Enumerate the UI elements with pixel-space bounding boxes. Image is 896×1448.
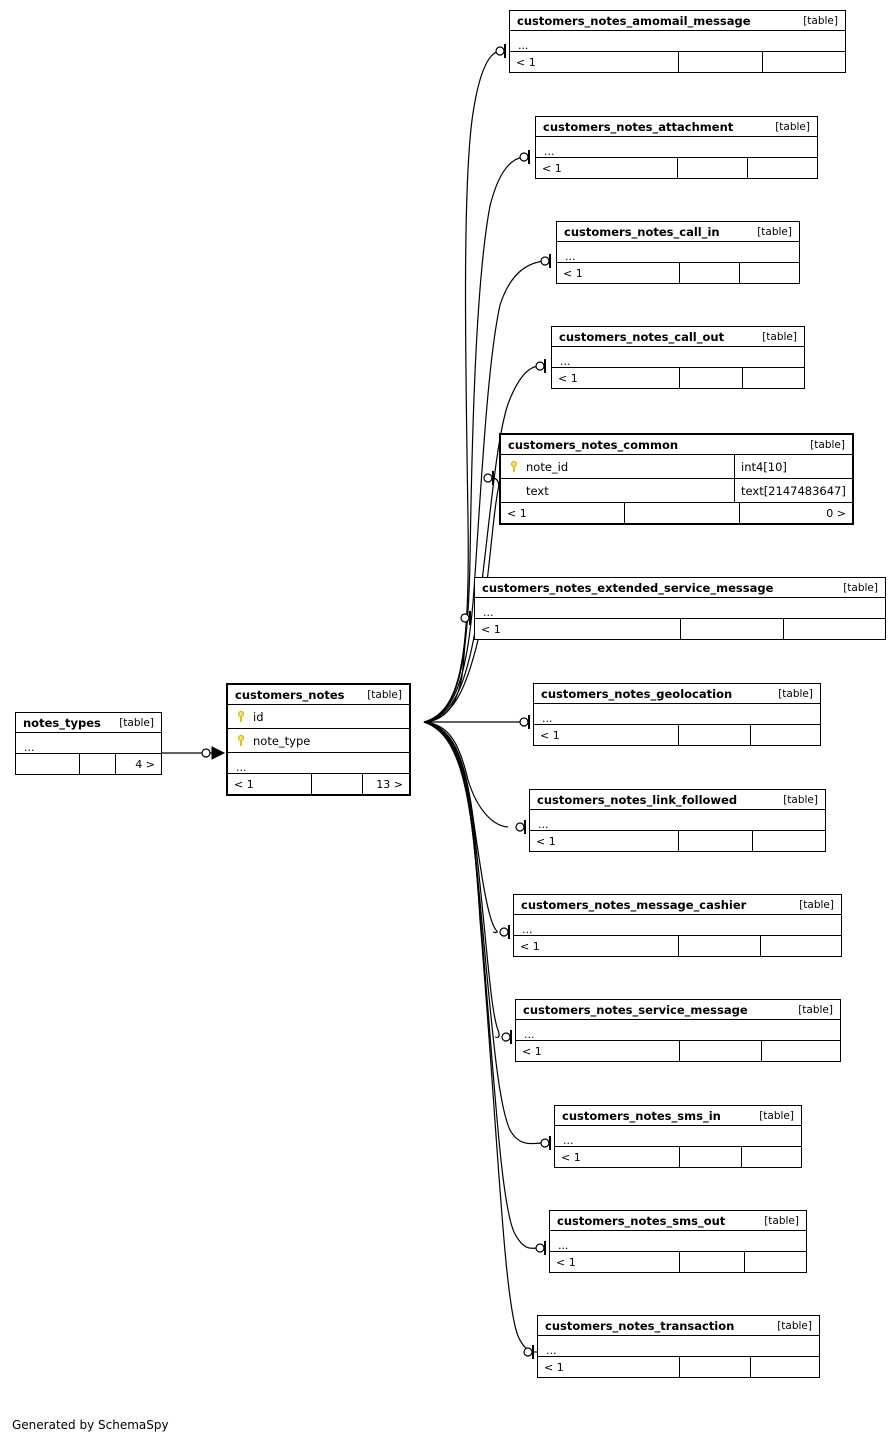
table-node-customers_notes[interactable] [226,683,411,796]
table-title: customers_notes_extended_service_message [482,580,774,595]
table-body [530,810,825,851]
table-footer [516,1041,840,1061]
table-type-tag: [table] [775,120,810,133]
column-name: note_type [253,733,311,748]
table-footer [514,936,841,956]
table-header [516,1000,840,1020]
table-ellipsis-row: ... [530,810,825,831]
table-title: customers_notes_common [508,437,679,452]
footer-cell-right: 4 > [115,754,161,774]
table-type-tag: [table] [367,688,402,701]
table-title: customers_notes_sms_out [557,1213,726,1228]
footer-cell-right [760,936,841,956]
table-title: customers_notes_attachment [543,119,734,134]
footer-cell-left: < 1 [561,1150,581,1164]
table-footer [530,831,825,851]
column-name-cell [501,484,734,498]
primary-key-icon [509,461,520,472]
table-footer [501,503,852,523]
column-name-cell [228,734,409,748]
footer-cell-right [783,619,885,639]
table-header [530,790,825,810]
table-header [501,435,852,455]
table-node-customers_notes_transaction[interactable] [537,1315,820,1378]
table-header [538,1316,819,1336]
table-column-row [501,455,852,479]
footer-cell-left: < 1 [558,371,578,385]
table-header [536,117,817,137]
table-title: customers_notes_geolocation [541,686,733,701]
table-header [228,685,409,705]
footer-cell-mid [680,619,783,639]
table-title: customers_notes_message_cashier [521,897,747,912]
table-body [536,137,817,178]
table-title: customers_notes_call_in [564,224,720,239]
table-footer [555,1147,801,1167]
column-name-cell [501,460,734,474]
table-header [16,713,161,733]
table-title: customers_notes_link_followed [537,792,738,807]
table-footer [538,1357,819,1377]
footer-cell-mid [311,774,362,794]
footer-cell-right [750,725,820,745]
table-body [475,598,885,639]
table-type-tag: [table] [803,14,838,27]
footer-cell-mid [679,1252,744,1272]
table-footer [534,725,820,745]
table-footer [510,52,845,72]
table-header [514,895,841,915]
table-type-tag: [table] [798,1003,833,1016]
footer-cell-left: < 1 [520,939,540,953]
table-node-customers_notes_attachment[interactable] [535,116,818,179]
table-type-tag: [table] [764,1214,799,1227]
table-type-tag: [table] [778,687,813,700]
footer-cell-left: < 1 [481,622,501,636]
footer-cell-mid [679,1357,750,1377]
generator-credit: Generated by SchemaSpy [12,1418,169,1432]
table-body [538,1336,819,1377]
table-header [552,327,804,347]
footer-cell-left: < 1 [234,777,254,791]
footer-cell-mid [678,831,752,851]
footer-cell-right [762,52,845,72]
table-type-tag: [table] [119,716,154,729]
table-footer [228,774,409,794]
table-type-tag: [table] [757,225,792,238]
table-body [16,733,161,774]
table-ellipsis-row: ... [475,598,885,619]
footer-cell-mid [79,754,115,774]
table-ellipsis-row: ... [16,733,161,754]
table-header [557,222,799,242]
footer-cell-mid [678,725,750,745]
table-body [534,704,820,745]
table-body [228,705,409,794]
table-footer [557,263,799,283]
table-title: customers_notes_sms_in [562,1108,721,1123]
footer-cell-left: < 1 [507,506,527,520]
table-type-tag: [table] [777,1319,812,1332]
footer-cell-right: 0 > [739,503,852,523]
footer-cell-right [744,1252,806,1272]
table-type-tag: [table] [759,1109,794,1122]
footer-cell-left: < 1 [516,55,536,69]
table-type-tag: [table] [810,438,845,451]
footer-cell-mid [679,1147,741,1167]
footer-cell-right [752,831,825,851]
table-title: customers_notes_call_out [559,329,725,344]
table-ellipsis-row: ... [510,31,845,52]
table-column-row [501,479,852,503]
table-ellipsis-row: ... [228,753,409,774]
table-body [555,1126,801,1167]
table-title: customers_notes [235,687,345,702]
table-header [550,1211,806,1231]
footer-cell-mid [679,368,742,388]
table-header [555,1106,801,1126]
table-title: customers_notes_amomail_message [517,13,751,28]
footer-cell-right [739,263,799,283]
table-node-customers_notes_amomail_message[interactable] [509,10,846,73]
table-ellipsis-row: ... [550,1231,806,1252]
column-name: id [253,709,264,724]
table-node-customers_notes_extended_service_message[interactable] [474,577,886,640]
footer-cell-left: < 1 [544,1360,564,1374]
footer-cell-left: < 1 [556,1255,576,1269]
table-node-customers_notes_service_message[interactable] [515,999,841,1062]
table-node-notes_types[interactable] [15,712,162,775]
table-footer [550,1252,806,1272]
table-column-row [228,705,409,729]
footer-cell-right: 13 > [362,774,409,794]
column-name: text [526,483,549,498]
footer-cell-mid [678,936,760,956]
footer-cell-right [747,158,817,178]
table-type-tag: [table] [843,581,878,594]
table-node-customers_notes_link_followed[interactable] [529,789,826,852]
table-body [557,242,799,283]
footer-cell-right [742,368,804,388]
table-footer [536,158,817,178]
footer-cell-mid [677,158,747,178]
footer-cell-mid [678,52,762,72]
table-ellipsis-row: ... [538,1336,819,1357]
table-node-customers_notes_call_out[interactable] [551,326,805,389]
column-type-cell: text[2147483647] [734,479,852,502]
footer-cell-right [761,1041,840,1061]
footer-cell-left [16,754,79,774]
table-ellipsis-row: ... [516,1020,840,1041]
table-footer [552,368,804,388]
footer-cell-left: < 1 [536,834,556,848]
table-node-customers_notes_sms_out[interactable] [549,1210,807,1273]
footer-cell-left: < 1 [522,1044,542,1058]
table-ellipsis-row: ... [536,137,817,158]
column-name-cell [228,710,409,724]
footer-cell-mid [679,1041,761,1061]
table-node-customers_notes_geolocation[interactable] [533,683,821,746]
table-body [501,455,852,523]
table-body [514,915,841,956]
table-node-customers_notes_common[interactable] [499,433,854,525]
primary-key-icon [236,711,247,722]
table-ellipsis-row: ... [552,347,804,368]
table-column-row [228,729,409,753]
footer-cell-right [750,1357,819,1377]
column-name: note_id [526,459,569,474]
footer-cell-right [741,1147,801,1167]
table-body [550,1231,806,1272]
footer-cell-mid [624,503,739,523]
table-body [552,347,804,388]
table-footer [475,619,885,639]
table-ellipsis-row: ... [514,915,841,936]
table-type-tag: [table] [762,330,797,343]
footer-cell-mid [679,263,739,283]
table-type-tag: [table] [799,898,834,911]
table-body [516,1020,840,1061]
footer-cell-left: < 1 [540,728,560,742]
table-ellipsis-row: ... [555,1126,801,1147]
table-header [534,684,820,704]
table-type-tag: [table] [783,793,818,806]
primary-key-icon [236,735,247,746]
table-title: customers_notes_transaction [545,1318,735,1333]
table-title: customers_notes_service_message [523,1002,748,1017]
column-type-cell: int4[10] [734,455,852,478]
footer-cell-left: < 1 [563,266,583,280]
table-header [510,11,845,31]
table-body [510,31,845,72]
table-ellipsis-row: ... [534,704,820,725]
footer-cell-left: < 1 [542,161,562,175]
table-node-customers_notes_message_cashier[interactable] [513,894,842,957]
table-title: notes_types [23,715,101,730]
table-footer [16,754,161,774]
table-header [475,578,885,598]
table-node-customers_notes_call_in[interactable] [556,221,800,284]
table-node-customers_notes_sms_in[interactable] [554,1105,802,1168]
table-ellipsis-row: ... [557,242,799,263]
